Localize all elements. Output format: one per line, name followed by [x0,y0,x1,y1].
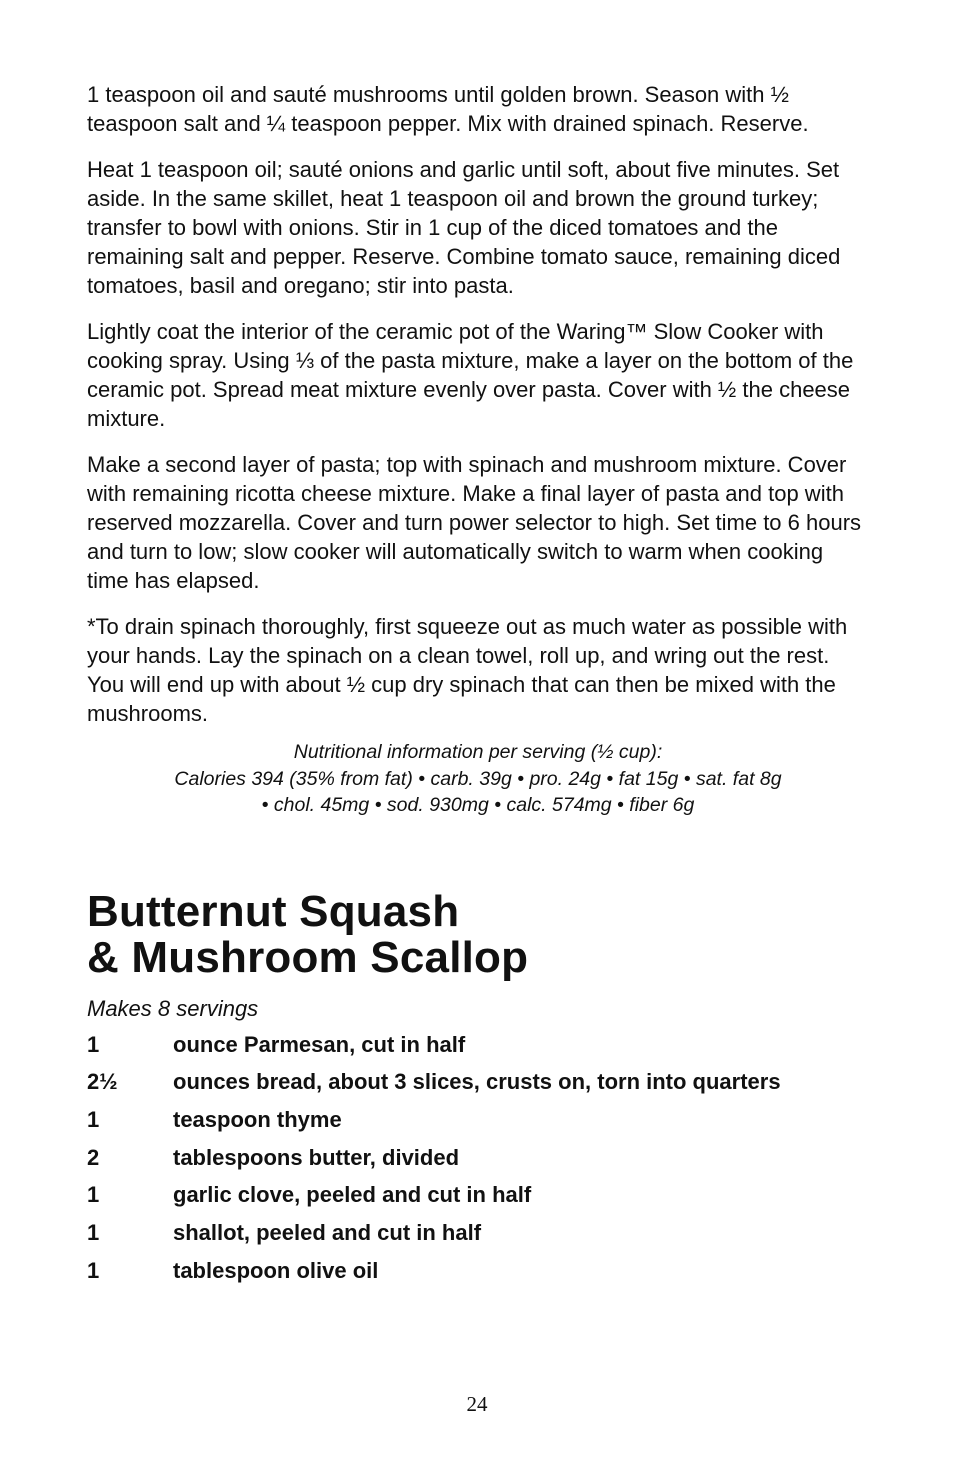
instruction-paragraph: Heat 1 teaspoon oil; sauté onions and garlic until soft, about five minutes. Set aside. In the same skillet, heat 1 teaspoon oil and brown the ground turkey; transfer to bowl with onions. Stir in 1 cup of the diced tomatoes and the remaining salt and pepper. Reserve. Combine tomato sauce, remaining diced tomatoes, basil and oregano; stir into pasta. [87,157,841,298]
ingredient-item [87,1105,869,1143]
recipe-title [87,886,869,982]
ingredient-quantity: 1 [87,1182,100,1208]
ingredient-quantity: 1 [87,1031,100,1057]
ingredient-quantity: 1 [87,1219,100,1245]
ingredient-item [87,1143,869,1181]
ingredient-description: ounces bread, about 3 slices, crusts on, torn into quarters [173,1069,781,1095]
ingredient-description: garlic clove, peeled and cut in half [173,1182,532,1208]
nutrition-line: • chol. 45mg • sod. 930mg • calc. 574mg • fiber 6g [261,794,695,816]
ingredient-quantity: 1 [87,1257,100,1283]
nutrition-heading: Nutritional information per serving (½ cup): [293,741,663,763]
page-number: 24 [466,1392,488,1416]
recipe-title-line: & Mushroom Scallop [87,932,529,982]
servings-text: Makes 8 servings [87,995,259,1021]
ingredient-description: shallot, peeled and cut in half [173,1219,482,1245]
ingredient-quantity: 1 [87,1106,100,1132]
ingredient-item [87,1180,869,1218]
ingredient-description: teaspoon thyme [173,1106,342,1132]
instruction-paragraph: Lightly coat the interior of the ceramic pot of the Waring™ Slow Cooker with cooking spray. Using ⅓ of the pasta mixture, make a layer on the bottom of the ceramic pot. Spread meat mixture evenly over pasta. Cover with ½ the cheese mixture. [87,319,854,431]
nutrition-info [87,739,869,819]
recipe-page [87,80,869,1293]
ingredient-list [87,1030,869,1294]
ingredient-quantity: 2½ [87,1069,118,1095]
instruction-paragraph: Make a second layer of pasta; top with spinach and mushroom mixture. Cover with remaining ricotta cheese mixture. Make a final layer of pasta and top with reserved mozzarella. Cover and turn power selector to high. Set time to 6 hours and turn to low; slow cooker will automatically switch to warm when cooking time has elapsed. [87,452,862,593]
ingredient-item [87,1256,869,1294]
recipe-title-line: Butternut Squash [87,886,460,936]
ingredient-description: tablespoon olive oil [173,1257,379,1283]
ingredient-quantity: 2 [87,1144,100,1170]
ingredient-item [87,1067,869,1105]
ingredient-item [87,1030,869,1068]
ingredient-description: tablespoons butter, divided [173,1144,460,1170]
instruction-paragraph: 1 teaspoon oil and sauté mushrooms until golden brown. Season with ½ teaspoon salt and ¼ teaspoon pepper. Mix with drained spinach. Reserve. [87,82,809,136]
spinach-note-paragraph: *To drain spinach thoroughly, first squeeze out as much water as possible with your hands. Lay the spinach on a clean towel, roll up, and wring out the rest. You will end up with about ½ cup dry spinach that can then be mixed with the mushrooms. [87,614,848,726]
nutrition-line: Calories 394 (35% from fat) • carb. 39g • pro. 24g • fat 15g • sat. fat 8g [174,767,782,790]
ingredient-item [87,1218,869,1256]
ingredient-description: ounce Parmesan, cut in half [173,1031,466,1057]
